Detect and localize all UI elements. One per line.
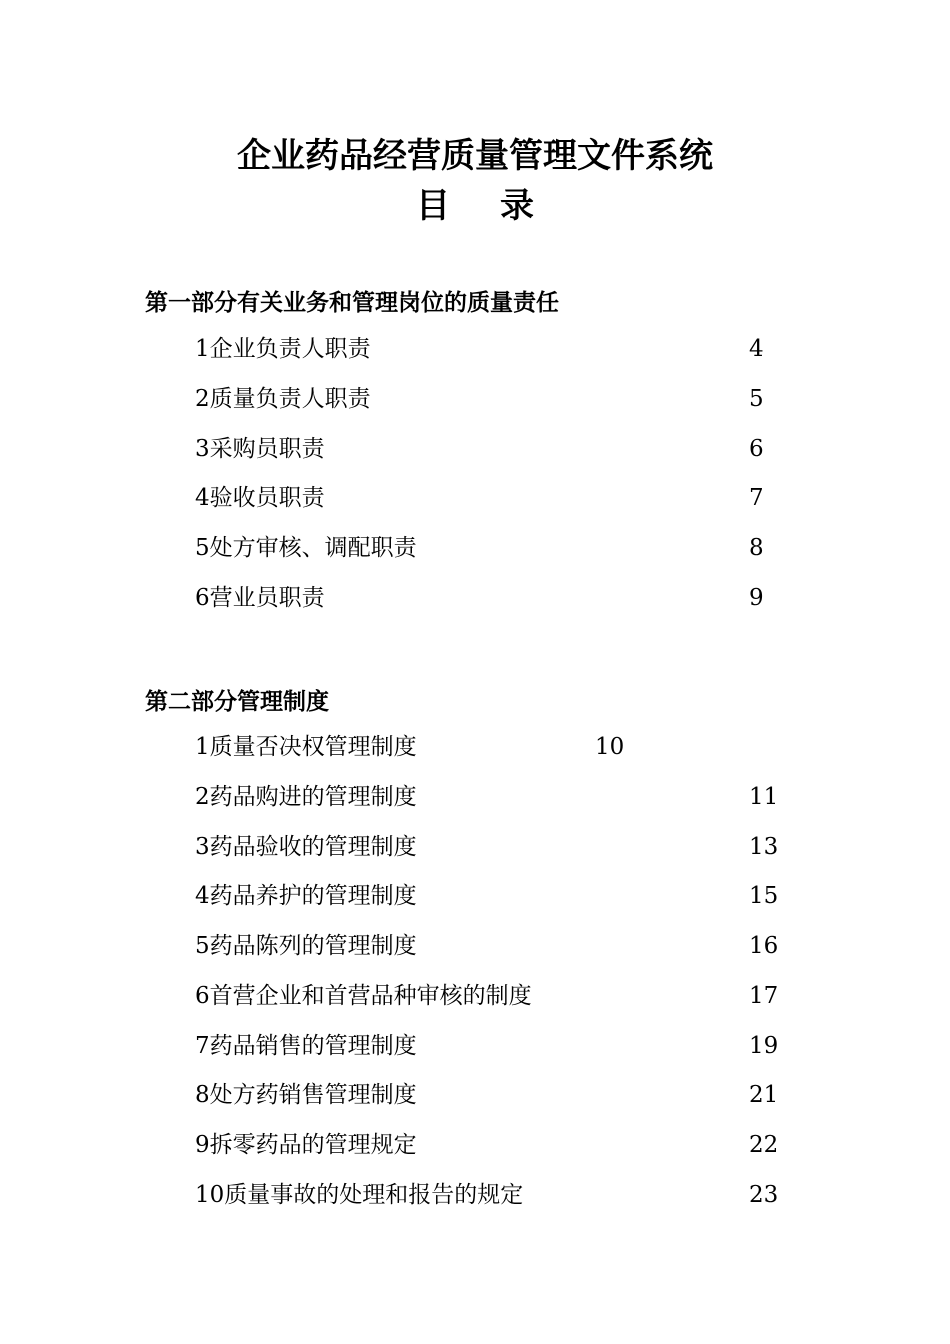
toc-entry-page: 8	[749, 535, 764, 561]
toc-entry-page: 22	[749, 1132, 779, 1158]
toc-entry-label: 1质量否决权管理制度	[195, 734, 417, 760]
toc-entry-page: 9	[749, 585, 764, 611]
toc-entry-page: 17	[749, 983, 779, 1009]
toc-entry-page: 19	[749, 1033, 779, 1059]
toc-entry-page: 11	[749, 784, 779, 810]
toc-entry-page: 7	[749, 485, 764, 511]
toc-entry-page: 23	[749, 1182, 779, 1208]
toc-heading: 目录	[416, 186, 584, 226]
toc-entry-label: 1企业负责人职责	[195, 336, 371, 362]
document-title: 企业药品经营质量管理文件系统	[237, 136, 713, 176]
toc-entry-label: 4药品养护的管理制度	[195, 883, 417, 909]
toc-entry-page: 16	[749, 933, 779, 959]
toc-entry-label: 6首营企业和首营品种审核的制度	[195, 983, 532, 1009]
toc-entry-label: 7药品销售的管理制度	[195, 1033, 417, 1059]
toc-entry-page: 10	[595, 734, 625, 760]
toc-entry-label: 2质量负责人职责	[195, 386, 371, 412]
toc-entry-label: 4验收员职责	[195, 485, 325, 511]
toc-entry-page: 15	[749, 883, 779, 909]
toc-entry-label: 8处方药销售管理制度	[195, 1082, 417, 1108]
toc-entry-label: 3药品验收的管理制度	[195, 834, 417, 860]
toc-entry-page: 13	[749, 834, 779, 860]
toc-entry-page: 5	[749, 386, 764, 412]
toc-entry-page: 6	[749, 436, 764, 462]
toc-entry-label: 3采购员职责	[195, 436, 325, 462]
toc-entry-page: 4	[749, 336, 764, 362]
toc-entry-label: 2药品购进的管理制度	[195, 784, 417, 810]
toc-entry-label: 10质量事故的处理和报告的规定	[195, 1182, 524, 1208]
toc-entry-label: 5药品陈列的管理制度	[195, 933, 417, 959]
part1-heading: 第一部分有关业务和管理岗位的质量责任	[145, 290, 559, 316]
toc-entry-page: 21	[749, 1082, 779, 1108]
toc-entry-label: 9拆零药品的管理规定	[195, 1132, 417, 1158]
toc-entry-label: 6营业员职责	[195, 585, 325, 611]
part2-heading: 第二部分管理制度	[145, 689, 329, 715]
toc-entry-label: 5处方审核、调配职责	[195, 535, 417, 561]
